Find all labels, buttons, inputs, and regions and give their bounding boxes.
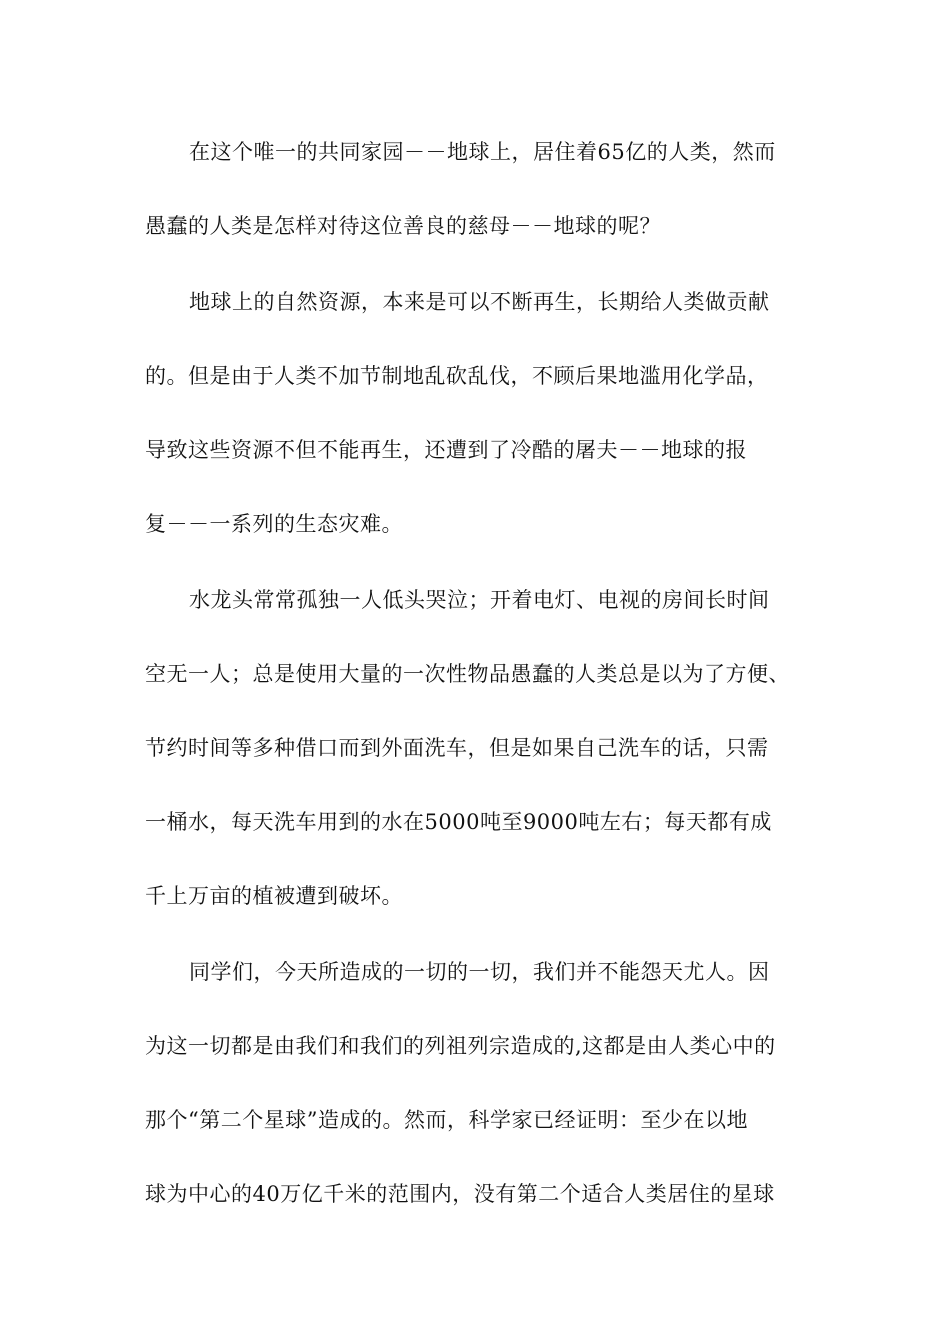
paragraph-3-line-1: 水龙头常常孤独一人低头哭泣；开着电灯、电视的房间长时间: [189, 588, 770, 612]
paragraph-2-line-4: 复－－一系列的生态灾难。: [145, 512, 403, 536]
paragraph-2-line-1: 地球上的自然资源，本来是可以不断再生，长期给人类做贡献: [189, 290, 770, 314]
paragraph-4-line-1: 同学们，今天所造成的一切的一切，我们并不能怨天尤人。因: [189, 960, 770, 984]
paragraph-3-line-3: 节约时间等多种借口而到外面洗车，但是如果自己洗车的话，只需: [145, 736, 769, 760]
paragraph-3-line-5: 千上万亩的植被遭到破坏。: [145, 884, 403, 908]
paragraph-3-line-2: 空无一人；总是使用大量的一次性物品愚蠢的人类总是以为了方便、: [145, 662, 790, 686]
paragraph-1-line-1: 在这个唯一的共同家园－－地球上，居住着65亿的人类，然而: [189, 140, 776, 164]
paragraph-3-line-4: 一桶水，每天洗车用到的水在5000吨至9000吨左右；每天都有成: [145, 810, 772, 834]
paragraph-4-line-2: 为这一切都是由我们和我们的列祖列宗造成的,这都是由人类心中的: [145, 1034, 776, 1058]
paragraph-4-line-4: 球为中心的40万亿千米的范围内，没有第二个适合人类居住的星球: [145, 1182, 775, 1206]
paragraph-1-line-2: 愚蠢的人类是怎样对待这位善良的慈母－－地球的呢？: [145, 214, 661, 238]
paragraph-2-line-3: 导致这些资源不但不能再生，还遭到了冷酷的屠夫－－地球的报: [145, 438, 747, 462]
paragraph-4-line-3: 那个“第二个星球”造成的。然而，科学家已经证明：至少在以地: [145, 1108, 748, 1132]
paragraph-2-line-2: 的。但是由于人类不加节制地乱砍乱伐，不顾后果地滥用化学品，: [145, 364, 769, 388]
